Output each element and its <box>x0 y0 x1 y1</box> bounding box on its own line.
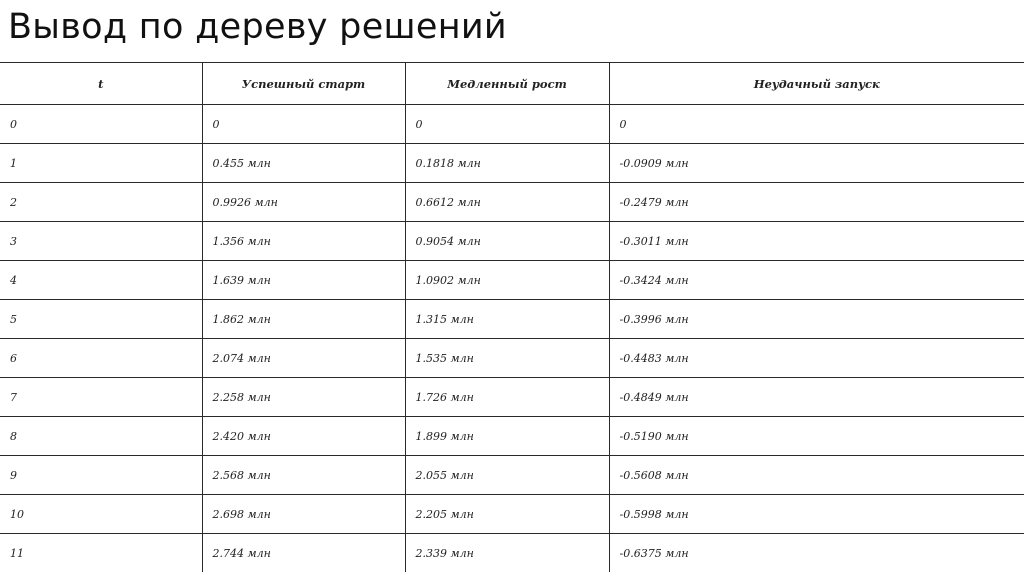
cell-slow-growth: 1.899 млн <box>405 417 609 456</box>
table-row <box>0 222 1024 261</box>
table-row <box>0 417 1024 456</box>
table-row <box>0 105 1024 144</box>
decision-tree-table-container <box>0 62 1024 574</box>
cell-slow-growth: 1.726 млн <box>405 378 609 417</box>
cell-t: 4 <box>0 261 202 300</box>
cell-successful-start: 0.455 млн <box>202 144 405 183</box>
cell-successful-start: 1.639 млн <box>202 261 405 300</box>
table-header-row <box>0 63 1024 105</box>
cell-slow-growth: 2.339 млн <box>405 534 609 573</box>
cell-successful-start: 2.568 млн <box>202 456 405 495</box>
cell-failed-launch: -0.6375 млн <box>609 534 1024 573</box>
cell-failed-launch: -0.4483 млн <box>609 339 1024 378</box>
cell-t: 8 <box>0 417 202 456</box>
column-header-slow-growth: Медленный рост <box>405 63 609 105</box>
cell-failed-launch: -0.0909 млн <box>609 144 1024 183</box>
cell-successful-start: 2.258 млн <box>202 378 405 417</box>
cell-slow-growth: 0.6612 млн <box>405 183 609 222</box>
table-row <box>0 339 1024 378</box>
cell-slow-growth: 0 <box>405 105 609 144</box>
cell-failed-launch: -0.5608 млн <box>609 456 1024 495</box>
table-row <box>0 261 1024 300</box>
cell-successful-start: 2.420 млн <box>202 417 405 456</box>
page-title: Вывод по дереву решений <box>8 7 507 47</box>
cell-slow-growth: 1.535 млн <box>405 339 609 378</box>
cell-failed-launch: 0 <box>609 105 1024 144</box>
cell-failed-launch: -0.5190 млн <box>609 417 1024 456</box>
cell-slow-growth: 1.0902 млн <box>405 261 609 300</box>
cell-t: 1 <box>0 144 202 183</box>
table-body <box>0 105 1024 573</box>
cell-t: 2 <box>0 183 202 222</box>
table-row <box>0 144 1024 183</box>
cell-failed-launch: -0.3996 млн <box>609 300 1024 339</box>
cell-t: 3 <box>0 222 202 261</box>
cell-slow-growth: 2.205 млн <box>405 495 609 534</box>
table-row <box>0 534 1024 573</box>
cell-t: 5 <box>0 300 202 339</box>
cell-successful-start: 2.744 млн <box>202 534 405 573</box>
cell-slow-growth: 0.1818 млн <box>405 144 609 183</box>
cell-failed-launch: -0.3011 млн <box>609 222 1024 261</box>
cell-failed-launch: -0.4849 млн <box>609 378 1024 417</box>
table-row <box>0 495 1024 534</box>
cell-t: 0 <box>0 105 202 144</box>
cell-slow-growth: 0.9054 млн <box>405 222 609 261</box>
cell-successful-start: 2.698 млн <box>202 495 405 534</box>
column-header-t: t <box>0 63 202 105</box>
cell-t: 6 <box>0 339 202 378</box>
table-row <box>0 456 1024 495</box>
decision-tree-table <box>0 62 1024 572</box>
cell-t: 7 <box>0 378 202 417</box>
cell-t: 10 <box>0 495 202 534</box>
table-row <box>0 300 1024 339</box>
cell-t: 11 <box>0 534 202 573</box>
cell-t: 9 <box>0 456 202 495</box>
cell-successful-start: 0.9926 млн <box>202 183 405 222</box>
cell-successful-start: 1.356 млн <box>202 222 405 261</box>
cell-successful-start: 1.862 млн <box>202 300 405 339</box>
column-header-failed-launch: Неудачный запуск <box>609 63 1024 105</box>
cell-successful-start: 2.074 млн <box>202 339 405 378</box>
cell-slow-growth: 1.315 млн <box>405 300 609 339</box>
cell-successful-start: 0 <box>202 105 405 144</box>
cell-failed-launch: -0.5998 млн <box>609 495 1024 534</box>
cell-failed-launch: -0.2479 млн <box>609 183 1024 222</box>
table-row <box>0 378 1024 417</box>
table-row <box>0 183 1024 222</box>
cell-slow-growth: 2.055 млн <box>405 456 609 495</box>
column-header-successful-start: Успешный старт <box>202 63 405 105</box>
cell-failed-launch: -0.3424 млн <box>609 261 1024 300</box>
